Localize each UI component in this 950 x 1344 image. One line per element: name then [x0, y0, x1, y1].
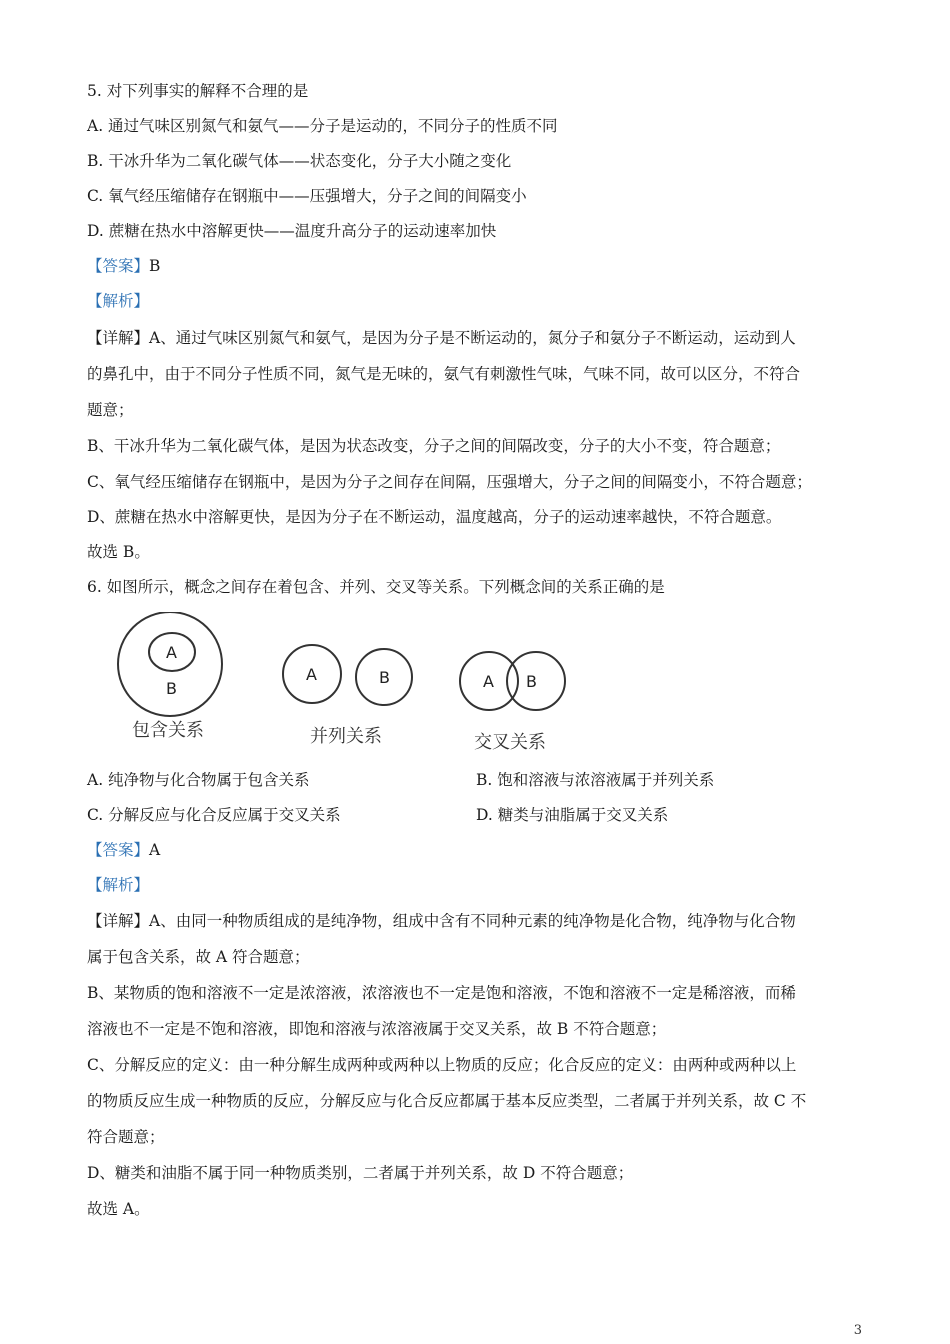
relationship-circles	[112, 612, 582, 722]
q5-detail-line: 题意；	[87, 401, 134, 419]
q6-detail-line: 的物质反应生成一种物质的反应，分解反应与化合反应都属于基本反应类型，二者属于并列关系，故 C 不	[87, 1092, 807, 1110]
detail-tag: 【详解】	[87, 912, 150, 930]
q5-conclusion: 故选 B。	[87, 543, 150, 561]
q5-detail-line: 的鼻孔中，由于不同分子性质不同，氮气是无味的，氨气有刺激性气味，气味不同，故可以区分，不符合	[87, 365, 801, 383]
q6-option-d: D. 糖类与油脂属于交叉关系	[476, 806, 669, 824]
detail-text: A、通过气味区别氮气和氨气，是因为分子是不断运动的，氮分子和氨分子不断运动，运动到人	[149, 329, 796, 347]
q6-detail-line: 属于包含关系，故 A 符合题意；	[87, 948, 310, 966]
question-5-stem: 5. 对下列事实的解释不合理的是	[87, 82, 309, 100]
label-a: A	[306, 665, 317, 684]
caption-intersection: 交叉关系	[474, 732, 546, 753]
label-b: B	[526, 672, 537, 691]
caption-inclusion: 包含关系	[132, 720, 204, 741]
intersection-diagram	[460, 652, 565, 710]
q5-option-c: C. 氧气经压缩储存在钢瓶中——压强增大，分子之间的间隔变小	[87, 187, 527, 205]
label-b: B	[166, 679, 177, 698]
q6-conclusion: 故选 A。	[87, 1200, 150, 1218]
q6-answer	[87, 839, 160, 861]
q5-option-b: B. 干冰升华为二氧化碳气体——状态变化，分子大小随之变化	[87, 152, 512, 170]
label-a: A	[166, 643, 177, 662]
label-b: B	[379, 668, 390, 687]
concept-relationship-diagram	[112, 612, 582, 762]
q6-option-b: B. 饱和溶液与浓溶液属于并列关系	[476, 771, 715, 789]
q5-detail-line	[87, 327, 796, 349]
answer-value: A	[149, 841, 161, 859]
page-number: 3	[853, 1323, 862, 1338]
q5-detail-line: D、蔗糖在热水中溶解更快，是因为分子在不断运动，温度越高，分子的运动速率越快，不符合题意。	[87, 508, 782, 526]
q6-detail-line: C、分解反应的定义：由一种分解生成两种或两种以上物质的反应；化合反应的定义：由两种或两种以上	[87, 1056, 797, 1074]
outer-circle-b	[118, 612, 222, 716]
answer-tag: 【答案】	[87, 841, 150, 859]
q5-option-d: D. 蔗糖在热水中溶解更快——温度升高分子的运动速率加快	[87, 222, 497, 240]
q6-option-c: C. 分解反应与化合反应属于交叉关系	[87, 806, 341, 824]
q6-detail-line: 符合题意；	[87, 1128, 165, 1146]
parallel-diagram	[283, 645, 412, 705]
label-a: A	[483, 672, 494, 691]
caption-parallel: 并列关系	[310, 726, 382, 747]
answer-tag: 【答案】	[87, 257, 150, 275]
q5-detail-line: B、干冰升华为二氧化碳气体，是因为状态改变，分子之间的间隔改变，分子的大小不变，符合题意；	[87, 437, 781, 455]
q6-detail-line	[87, 910, 796, 932]
answer-value: B	[149, 257, 161, 275]
detail-tag: 【详解】	[87, 329, 150, 347]
q5-analysis-tag: 【解析】	[87, 292, 150, 310]
q6-detail-line: B、某物质的饱和溶液不一定是浓溶液，浓溶液也不一定是饱和溶液，不饱和溶液不一定是稀溶液，而稀	[87, 984, 796, 1002]
q5-answer	[87, 255, 160, 277]
detail-text: A、由同一种物质组成的是纯净物，组成中含有不同种元素的纯净物是化合物，纯净物与化合物	[149, 912, 796, 930]
q5-option-a: A. 通过气味区别氮气和氨气——分子是运动的，不同分子的性质不同	[87, 117, 558, 135]
q6-detail-line: 溶液也不一定是不饱和溶液，即饱和溶液与浓溶液属于交叉关系，故 B 不符合题意；	[87, 1020, 667, 1038]
q5-detail-line: C、氧气经压缩储存在钢瓶中，是因为分子之间存在间隔，压强增大，分子之间的间隔变小，不符合题意；	[87, 473, 812, 491]
question-6-stem: 6. 如图所示，概念之间存在着包含、并列、交叉等关系。下列概念间的关系正确的是	[87, 578, 665, 596]
q6-detail-line: D、糖类和油脂不属于同一种物质类别，二者属于并列关系，故 D 不符合题意；	[87, 1164, 634, 1182]
inclusion-diagram	[118, 612, 222, 716]
q6-analysis-tag: 【解析】	[87, 876, 150, 894]
q6-option-a: A. 纯净物与化合物属于包含关系	[87, 771, 310, 789]
